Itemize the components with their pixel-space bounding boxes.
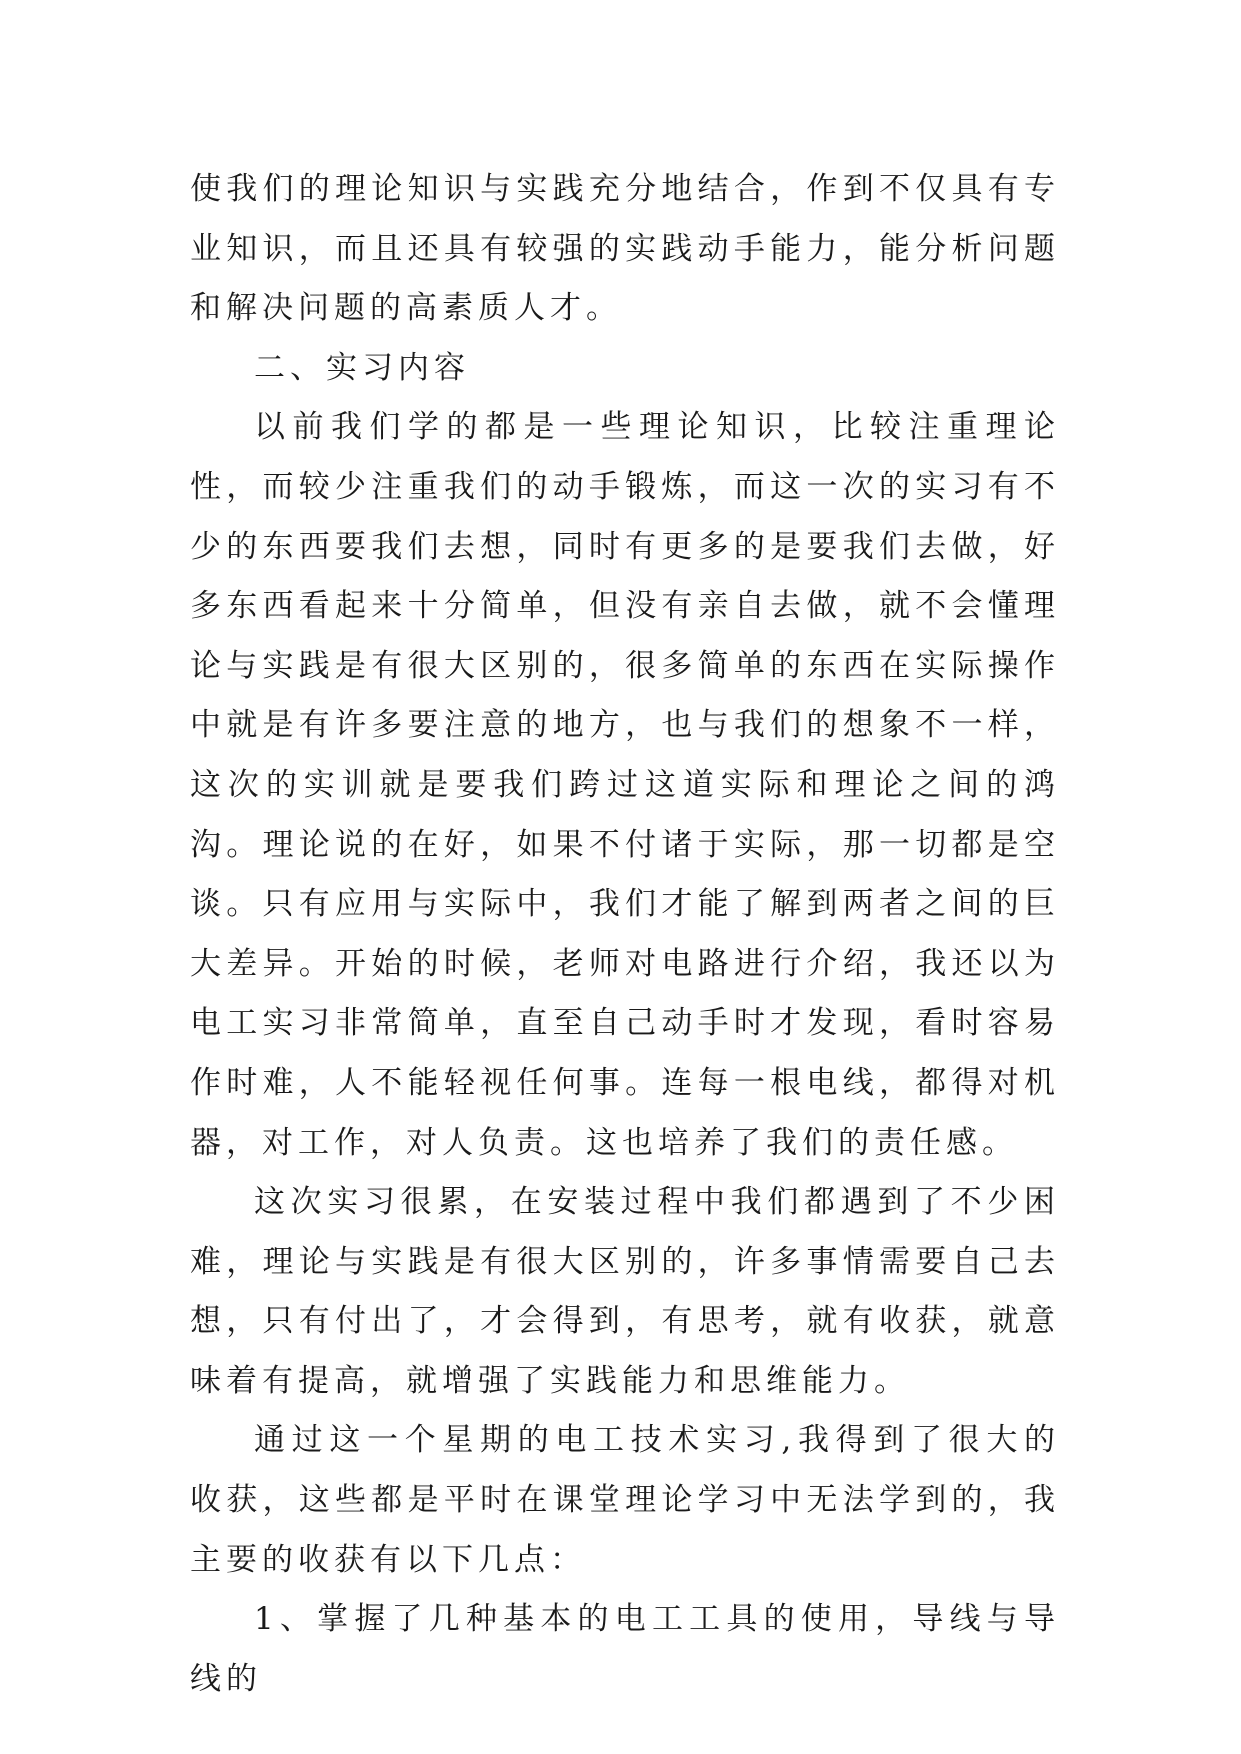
list-item-1: 1、掌握了几种基本的电工工具的使用，导线与导线的 [190,1601,1060,1697]
section-heading-internship-content: 二、实习内容 [254,349,470,386]
paragraph-gains-intro: 通过这一个星期的电工技术实习,我得到了很大的收获，这些都是平时在课堂理论学习中无法学到的，我主要的收获有以下几点： [190,1422,1060,1578]
document-body [190,160,1060,1709]
paragraph-difficulties: 这次实习很累，在安装过程中我们都遇到了不少困难，理论与实践是有很大区别的，许多事情需要自己去想，只有付出了，才会得到，有思考，就有收获，就意味着有提高，就增强了实践能力和思维能力。 [190,1184,1060,1399]
paragraph-theory-vs-practice: 以前我们学的都是一些理论知识，比较注重理论性，而较少注重我们的动手锻炼，而这一次的实习有不少的东西要我们去想，同时有更多的是要我们去做，好多东西看起来十分简单，但没有亲自去做，就不会懂理论与实践是有很大区别的，很多简单的东西在实际操作中就是有许多要注意的地方，也与我们的想象不一样，这次的实训就是要我们跨过这道实际和理论之间的鸿沟。理论说的在好，如果不付诸于实际，那一切都是空谈。只有应用与实际中，我们才能了解到两者之间的巨大差异。开始的时候，老师对电路进行介绍，我还以为电工实习非常简单，直至自己动手时才发现，看时容易作时难，人不能轻视任何事。连每一根电线，都得对机器，对工作，对人负责。这也培养了我们的责任感。 [190,409,1060,1161]
paragraph-continuation: 使我们的理论知识与实践充分地结合，作到不仅具有专业知识，而且还具有较强的实践动手能力，能分析问题和解决问题的高素质人才。 [190,171,1060,327]
